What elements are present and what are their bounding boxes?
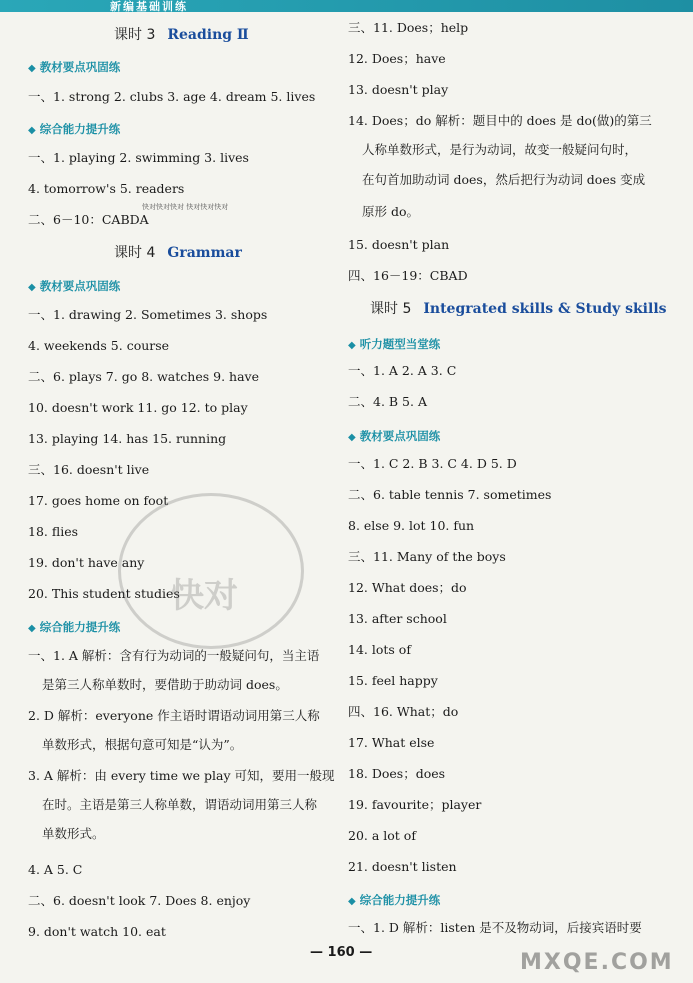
answer-line: 二、6. table tennis 7. sometimes [348, 487, 552, 502]
answer-line: 二、6－10：CABDA [28, 212, 149, 227]
answer-line: 一、1. playing 2. swimming 3. lives [28, 150, 249, 165]
answer-line: 14. lots of [348, 642, 411, 657]
answer-line: 四、16. What；do [348, 704, 459, 719]
header-strip [0, 0, 693, 12]
answer-line: 17. goes home on foot [28, 493, 169, 508]
answer-line: 三、11. Does；help [348, 20, 469, 35]
diamond-icon: ◆ [348, 340, 356, 351]
section-heading: ◆ 综合能力提升练 [348, 893, 441, 907]
watermark: MXQE.COM [520, 950, 674, 975]
section-heading: ◆ 教材要点巩固练 [28, 60, 121, 74]
answer-line: 二、4. B 5. A [348, 394, 427, 409]
small-stamp: 快对快对快对 快对快对快对 [142, 203, 229, 211]
diamond-icon: ◆ [28, 282, 36, 293]
answer-line: 一、1. C 2. B 3. C 4. D 5. D [348, 456, 517, 471]
answer-line: 三、16. doesn't live [28, 462, 150, 477]
lesson-5-title: 课时 5 Integrated skills & Study skills [370, 301, 667, 317]
diamond-icon: ◆ [28, 63, 36, 74]
answer-line: 18. Does；does [348, 766, 446, 781]
section-heading: ◆ 教材要点巩固练 [348, 429, 441, 443]
answer-line: 二、6. doesn't look 7. Does 8. enjoy [28, 893, 251, 908]
answer-line: 人称单数形式，是行为动词，故变一般疑问句时， [362, 142, 638, 157]
answer-line: 13. doesn't play [348, 82, 449, 97]
answer-line: 10. doesn't work 11. go 12. to play [28, 400, 248, 415]
answer-line: 一、1. drawing 2. Sometimes 3. shops [28, 307, 268, 322]
stamp-text: 快对 [170, 576, 238, 616]
section-heading: ◆ 听力题型当堂练 [348, 337, 441, 351]
diamond-icon: ◆ [28, 623, 36, 634]
answer-line: 20. a lot of [348, 828, 416, 843]
answer-line: 12. What does；do [348, 580, 467, 595]
answer-line: 15. doesn't plan [348, 237, 450, 252]
answer-line: 一、1. A 解析：含有行为动词的一般疑问句，当主语 [28, 648, 320, 663]
lesson-4-title: 课时 4 Grammar [114, 245, 242, 261]
answer-line: 四、16－19：CBAD [348, 268, 468, 283]
answer-line: 12. Does；have [348, 51, 446, 66]
lesson-3-title: 课时 3 Reading Ⅱ [114, 27, 249, 43]
answer-line: 4. weekends 5. course [28, 338, 170, 353]
diamond-icon: ◆ [28, 125, 36, 136]
answer-line: 一、1. strong 2. clubs 3. age 4. dream 5. lives [28, 89, 316, 104]
answer-line: 4. A 5. C [28, 862, 83, 877]
answer-line: 3. A 解析：由 every time we play 可知，要用一般现 [28, 768, 335, 783]
answer-line: 二、6. plays 7. go 8. watches 9. have [28, 369, 259, 384]
section-heading: ◆ 综合能力提升练 [28, 620, 121, 634]
answer-line: 21. doesn't listen [348, 859, 457, 874]
answer-line: 4. tomorrow's 5. readers [28, 181, 185, 196]
answer-line: 17. What else [348, 735, 435, 750]
answer-line: 19. favourite；player [348, 797, 482, 812]
answer-line: 单数形式，根据句意可知是“认为”。 [42, 737, 243, 752]
answer-line: 一、1. D 解析：listen 是不及物动词，后接宾语时要 [348, 920, 642, 935]
answer-line: 13. playing 14. has 15. running [28, 431, 227, 446]
section-heading: ◆ 综合能力提升练 [28, 122, 121, 136]
answer-line: 9. don't watch 10. eat [28, 924, 166, 939]
page-number: — 160 — [310, 945, 373, 960]
answer-line: 19. don't have any [28, 555, 145, 570]
header-title: 新编基础训练 [110, 0, 188, 13]
answer-line: 单数形式。 [42, 826, 105, 841]
answer-line: 13. after school [348, 611, 447, 626]
answer-line: 2. D 解析：everyone 作主语时谓语动词用第三人称 [28, 708, 320, 723]
answer-line: 在句首加助动词 does，然后把行为动词 does 变成 [362, 172, 646, 187]
section-heading: ◆ 教材要点巩固练 [28, 279, 121, 293]
diamond-icon: ◆ [348, 896, 356, 907]
answer-line: 8. else 9. lot 10. fun [348, 518, 475, 533]
answer-line: 15. feel happy [348, 673, 438, 688]
answer-line: 18. flies [28, 524, 78, 539]
answer-line: 是第三人称单数时，要借助于助动词 does。 [42, 677, 288, 692]
answer-line: 20. This student studies [28, 586, 180, 601]
diamond-icon: ◆ [348, 432, 356, 443]
answer-line: 三、11. Many of the boys [348, 549, 506, 564]
answer-line: 14. Does；do 解析：题目中的 does 是 do(做)的第三 [348, 113, 652, 128]
answer-line: 一、1. A 2. A 3. C [348, 363, 457, 378]
answer-line: 原形 do。 [362, 204, 420, 219]
answer-line: 在时。主语是第三人称单数，谓语动词用第三人称 [42, 797, 318, 812]
